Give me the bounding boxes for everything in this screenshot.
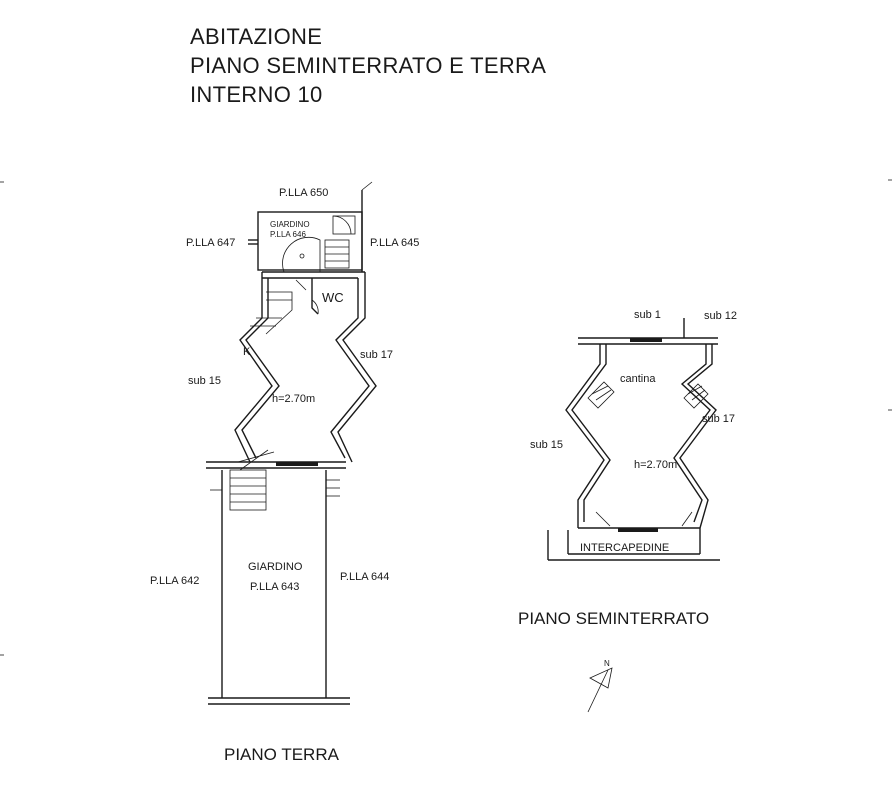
label-small-garden: GIARDINO: [270, 220, 310, 229]
title-line-2: PIANO SEMINTERRATO E TERRA: [190, 53, 547, 78]
label-plla-650: P.LLA 650: [279, 187, 329, 199]
label-sub-17-basement: sub 17: [702, 413, 736, 425]
title-line-3: INTERNO 10: [190, 82, 323, 107]
label-sub-1: sub 1: [634, 309, 661, 321]
ground-floor-plan: [150, 182, 419, 764]
label-intercapedine: INTERCAPEDINE: [580, 542, 670, 554]
label-plla-647: P.LLA 647: [186, 237, 236, 249]
boundary-tick: [362, 182, 372, 190]
label-height-ground: h=2.70m: [272, 393, 316, 405]
label-garden: GIARDINO: [248, 561, 303, 573]
label-sub-15-ground: sub 15: [188, 375, 222, 387]
light-well-ticks: [596, 512, 692, 526]
label-height-basement: h=2.70m: [634, 459, 678, 471]
label-plla-644: P.LLA 644: [340, 571, 390, 583]
label-small-garden-plla: P.LLA 646: [270, 230, 306, 239]
basement-inner-outline: [572, 344, 710, 522]
kitchen-stairs: [250, 280, 306, 334]
north-label: N: [604, 659, 610, 668]
entry-marker: [300, 254, 304, 258]
entry-door-arc: [283, 237, 320, 272]
label-sub-17-ground: sub 17: [360, 349, 394, 361]
basement-top-window: [630, 338, 662, 342]
caption-piano-seminterrato: PIANO SEMINTERRATO: [518, 609, 710, 628]
shed-door-arc: [333, 216, 351, 234]
ground-floor-inner-outline: [242, 278, 369, 458]
label-plla-642: P.LLA 642: [150, 575, 200, 587]
basement-stairs-left: [588, 382, 614, 408]
label-wc: WC: [322, 290, 344, 305]
title-line-1: ABITAZIONE: [190, 24, 323, 49]
garden-steps: [230, 450, 274, 510]
basement-plan: [518, 309, 737, 628]
basement-outline: [566, 344, 716, 528]
north-arrow-icon: [588, 659, 612, 712]
basement-bottom-window: [618, 528, 658, 532]
garden-side-ticks: [210, 480, 340, 496]
caption-piano-terra: PIANO TERRA: [224, 745, 339, 764]
wc-partition: [312, 278, 318, 314]
label-garden-plla: P.LLA 643: [250, 581, 300, 593]
label-cantina: cantina: [620, 373, 656, 385]
label-sub-12: sub 12: [704, 310, 738, 322]
shed-box: [333, 216, 355, 234]
label-plla-645: P.LLA 645: [370, 237, 420, 249]
label-sub-15-basement: sub 15: [530, 439, 564, 451]
label-kitchen: K: [243, 346, 251, 358]
